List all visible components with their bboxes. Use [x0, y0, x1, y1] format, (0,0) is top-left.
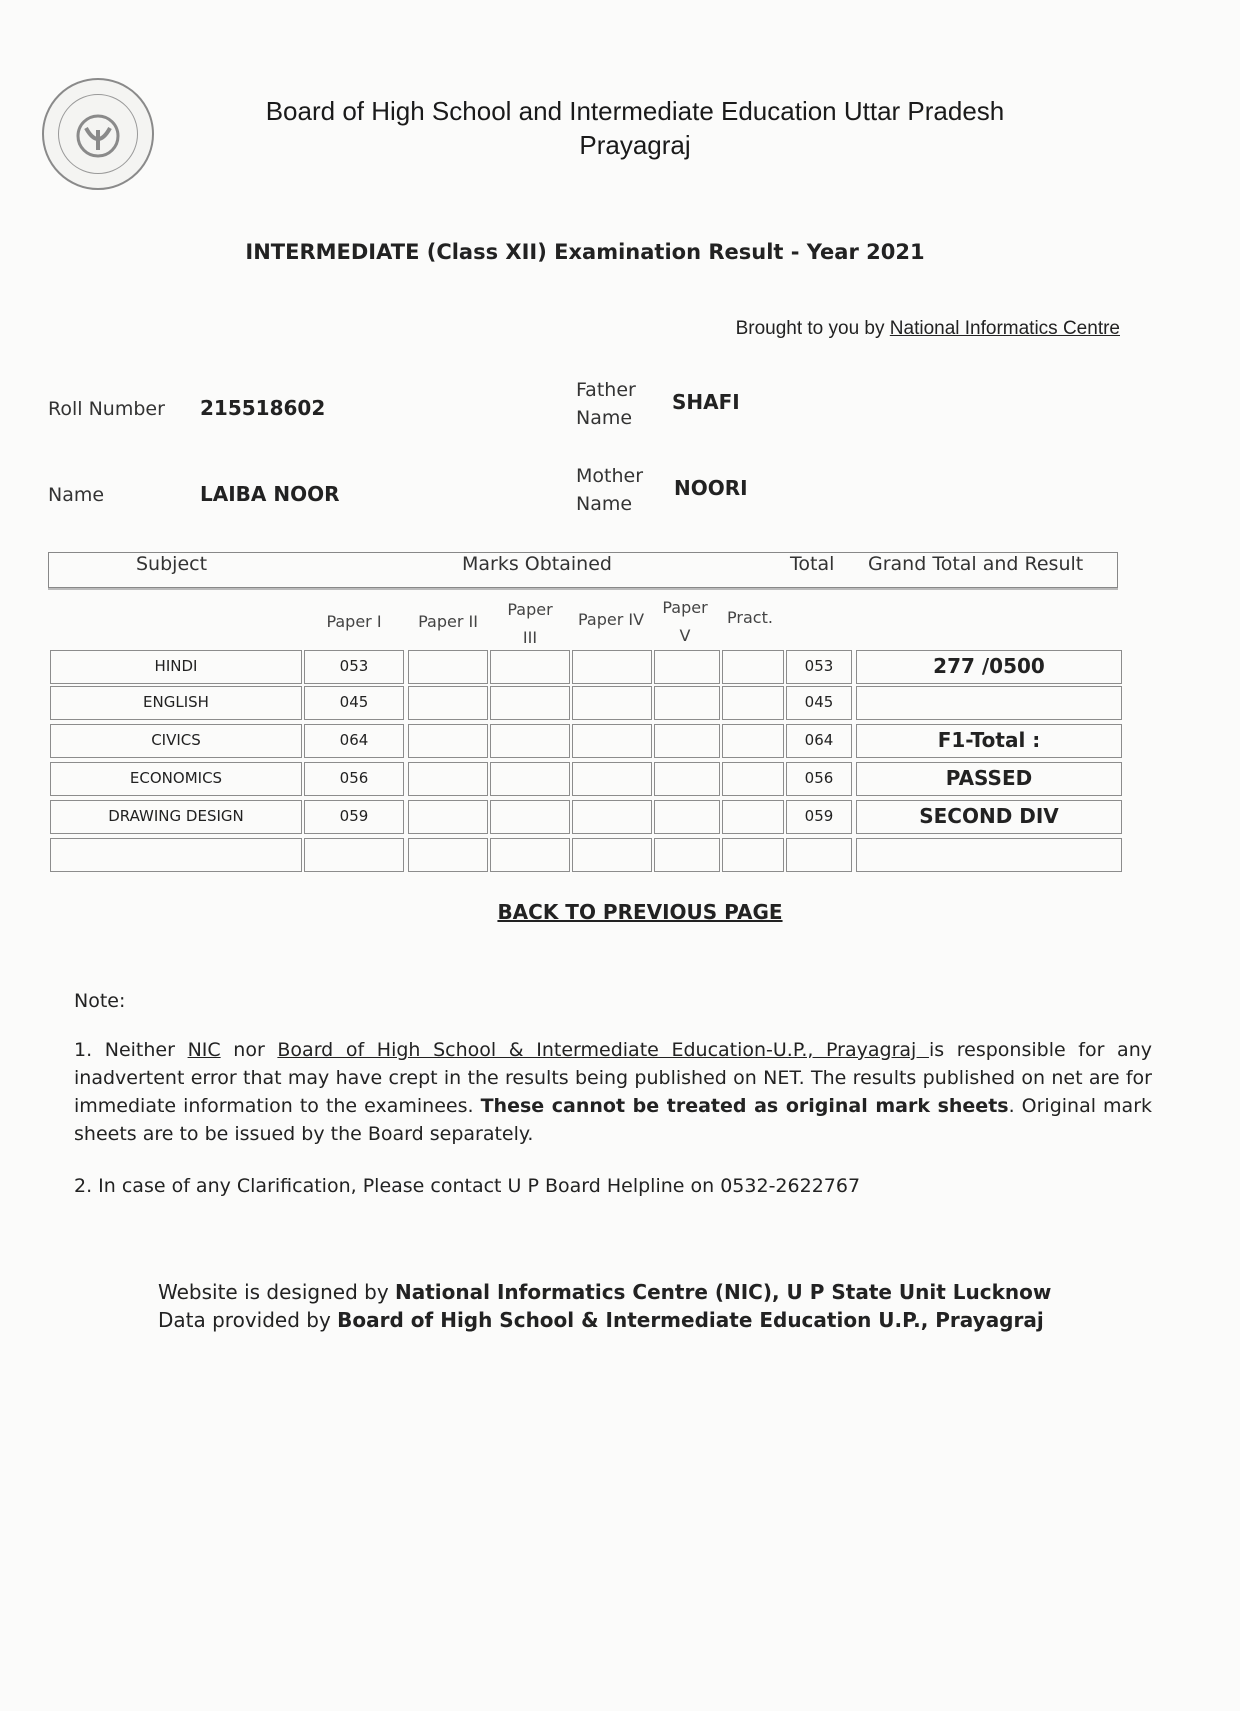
mother-name-value: NOORI [674, 476, 748, 500]
cell-p1: 064 [304, 724, 404, 758]
cell-subject: DRAWING DESIGN [50, 800, 302, 834]
cell-p1: 059 [304, 800, 404, 834]
header-marks-obtained: Marks Obtained [462, 553, 612, 575]
cell-p4 [572, 762, 652, 796]
cell-pract [722, 838, 784, 872]
cell-p1: 056 [304, 762, 404, 796]
cell-result [856, 838, 1122, 872]
subheader-paper-3 [490, 596, 570, 652]
note-paragraph-1 [74, 1036, 1152, 1148]
mother-name-label [576, 462, 643, 518]
subheader-paper-3-line2: III [522, 628, 538, 647]
subheader-paper-5-line1: Paper [662, 598, 708, 617]
subheader-practical: Pract. [727, 608, 773, 627]
credit-prefix: Brought to you by [735, 318, 890, 339]
cell-p3 [490, 650, 570, 684]
cell-p5 [654, 686, 720, 720]
exam-title: INTERMEDIATE (Class XII) Examination Result - Year 2021 [245, 240, 925, 264]
cell-p3 [490, 762, 570, 796]
cell-p4 [572, 724, 652, 758]
cell-p2 [408, 800, 488, 834]
cell-p5 [654, 724, 720, 758]
cell-pract [722, 800, 784, 834]
note-1-emphasis: These cannot be treated as original mark sheets [480, 1095, 1009, 1117]
father-label-line2: Name [576, 407, 633, 429]
cell-p5 [654, 838, 720, 872]
roll-number-value: 215518602 [200, 396, 326, 420]
cell-result [856, 686, 1122, 720]
father-name-label [576, 376, 636, 432]
subheader-paper-5-line2: V [679, 626, 691, 645]
cell-p4 [572, 686, 652, 720]
cell-result: PASSED [856, 762, 1122, 796]
header-grand-total: Grand Total and Result [868, 553, 1084, 575]
cell-p3 [490, 800, 570, 834]
cell-pract [722, 724, 784, 758]
cell-subject: ECONOMICS [50, 762, 302, 796]
cell-p3 [490, 724, 570, 758]
cell-pract [722, 686, 784, 720]
cell-total [786, 838, 852, 872]
cell-p2 [408, 686, 488, 720]
cell-p4 [572, 800, 652, 834]
board-name: Board of High School and Intermediate Education Uttar Pradesh [265, 96, 1005, 126]
header-subject: Subject [136, 553, 208, 575]
name-label: Name [48, 484, 105, 506]
cell-p1: 053 [304, 650, 404, 684]
subheader-paper-2: Paper II [418, 612, 478, 631]
note-label: Note: [74, 990, 126, 1012]
cell-total: 053 [786, 650, 852, 684]
subheader-paper-5 [650, 594, 720, 650]
father-name-value: SHAFI [672, 390, 740, 414]
header-total: Total [790, 553, 835, 575]
cell-subject [50, 838, 302, 872]
subheader-paper-3-line1: Paper [507, 600, 553, 619]
cell-p5 [654, 762, 720, 796]
footer-l2-org: Board of High School & Intermediate Education U.P., Prayagraj [337, 1308, 1044, 1332]
cell-p4 [572, 838, 652, 872]
cell-total: 064 [786, 724, 852, 758]
cell-p3 [490, 686, 570, 720]
nic-link[interactable]: National Informatics Centre [889, 318, 1120, 339]
cell-p2 [408, 762, 488, 796]
note-1-text-b: nor [220, 1039, 278, 1061]
cell-p5 [654, 800, 720, 834]
note-1-text-c: is responsible for any inadvertent error that may have crept in the results being published on NET. The results published on net are for immediate information to the examinees. [74, 1039, 1152, 1117]
cell-result: 277 /0500 [856, 650, 1122, 684]
cell-subject: CIVICS [50, 724, 302, 758]
nic-abbr-link[interactable]: NIC [187, 1039, 221, 1061]
cell-p2 [408, 838, 488, 872]
roll-number-label: Roll Number [48, 398, 165, 420]
note-1-text-d: . Original mark sheets are to be issued by the Board separately. [74, 1095, 1153, 1145]
cell-p1 [304, 838, 404, 872]
mother-label-line1: Mother [576, 465, 644, 487]
subheader-paper-4: Paper IV [577, 610, 645, 629]
mother-label-line2: Name [576, 493, 633, 515]
footer-data-provided-by [158, 1308, 1044, 1332]
name-value: LAIBA NOOR [200, 482, 340, 506]
cell-p3 [490, 838, 570, 872]
cell-p1: 045 [304, 686, 404, 720]
note-1-text-a: 1. Neither [74, 1039, 188, 1061]
cell-result: SECOND DIV [856, 800, 1122, 834]
cell-result: F1-Total : [856, 724, 1122, 758]
cell-subject: ENGLISH [50, 686, 302, 720]
father-label-line1: Father [576, 379, 636, 401]
board-city: Prayagraj [579, 130, 691, 160]
footer-l2-prefix: Data provided by [158, 1308, 338, 1332]
cell-total: 056 [786, 762, 852, 796]
cell-p4 [572, 650, 652, 684]
cell-p2 [408, 650, 488, 684]
cell-total: 059 [786, 800, 852, 834]
cell-pract [722, 762, 784, 796]
footer-l1-prefix: Website is designed by [158, 1280, 396, 1304]
board-link[interactable]: Board of High School & Intermediate Education-U.P., Prayagraj [277, 1039, 929, 1061]
footer-l1-org: National Informatics Centre (NIC), U P State Unit Lucknow [395, 1280, 1052, 1304]
cell-subject: HINDI [50, 650, 302, 684]
footer-designed-by [158, 1280, 1051, 1304]
subheader-paper-1: Paper I [326, 612, 382, 631]
note-paragraph-2: 2. In case of any Clarification, Please contact U P Board Helpline on 0532-2622767 [74, 1175, 861, 1197]
cell-p2 [408, 724, 488, 758]
cell-pract [722, 650, 784, 684]
credit-line [736, 318, 1120, 340]
cell-total: 045 [786, 686, 852, 720]
back-to-previous-page-link[interactable]: BACK TO PREVIOUS PAGE [497, 900, 783, 924]
cell-p5 [654, 650, 720, 684]
